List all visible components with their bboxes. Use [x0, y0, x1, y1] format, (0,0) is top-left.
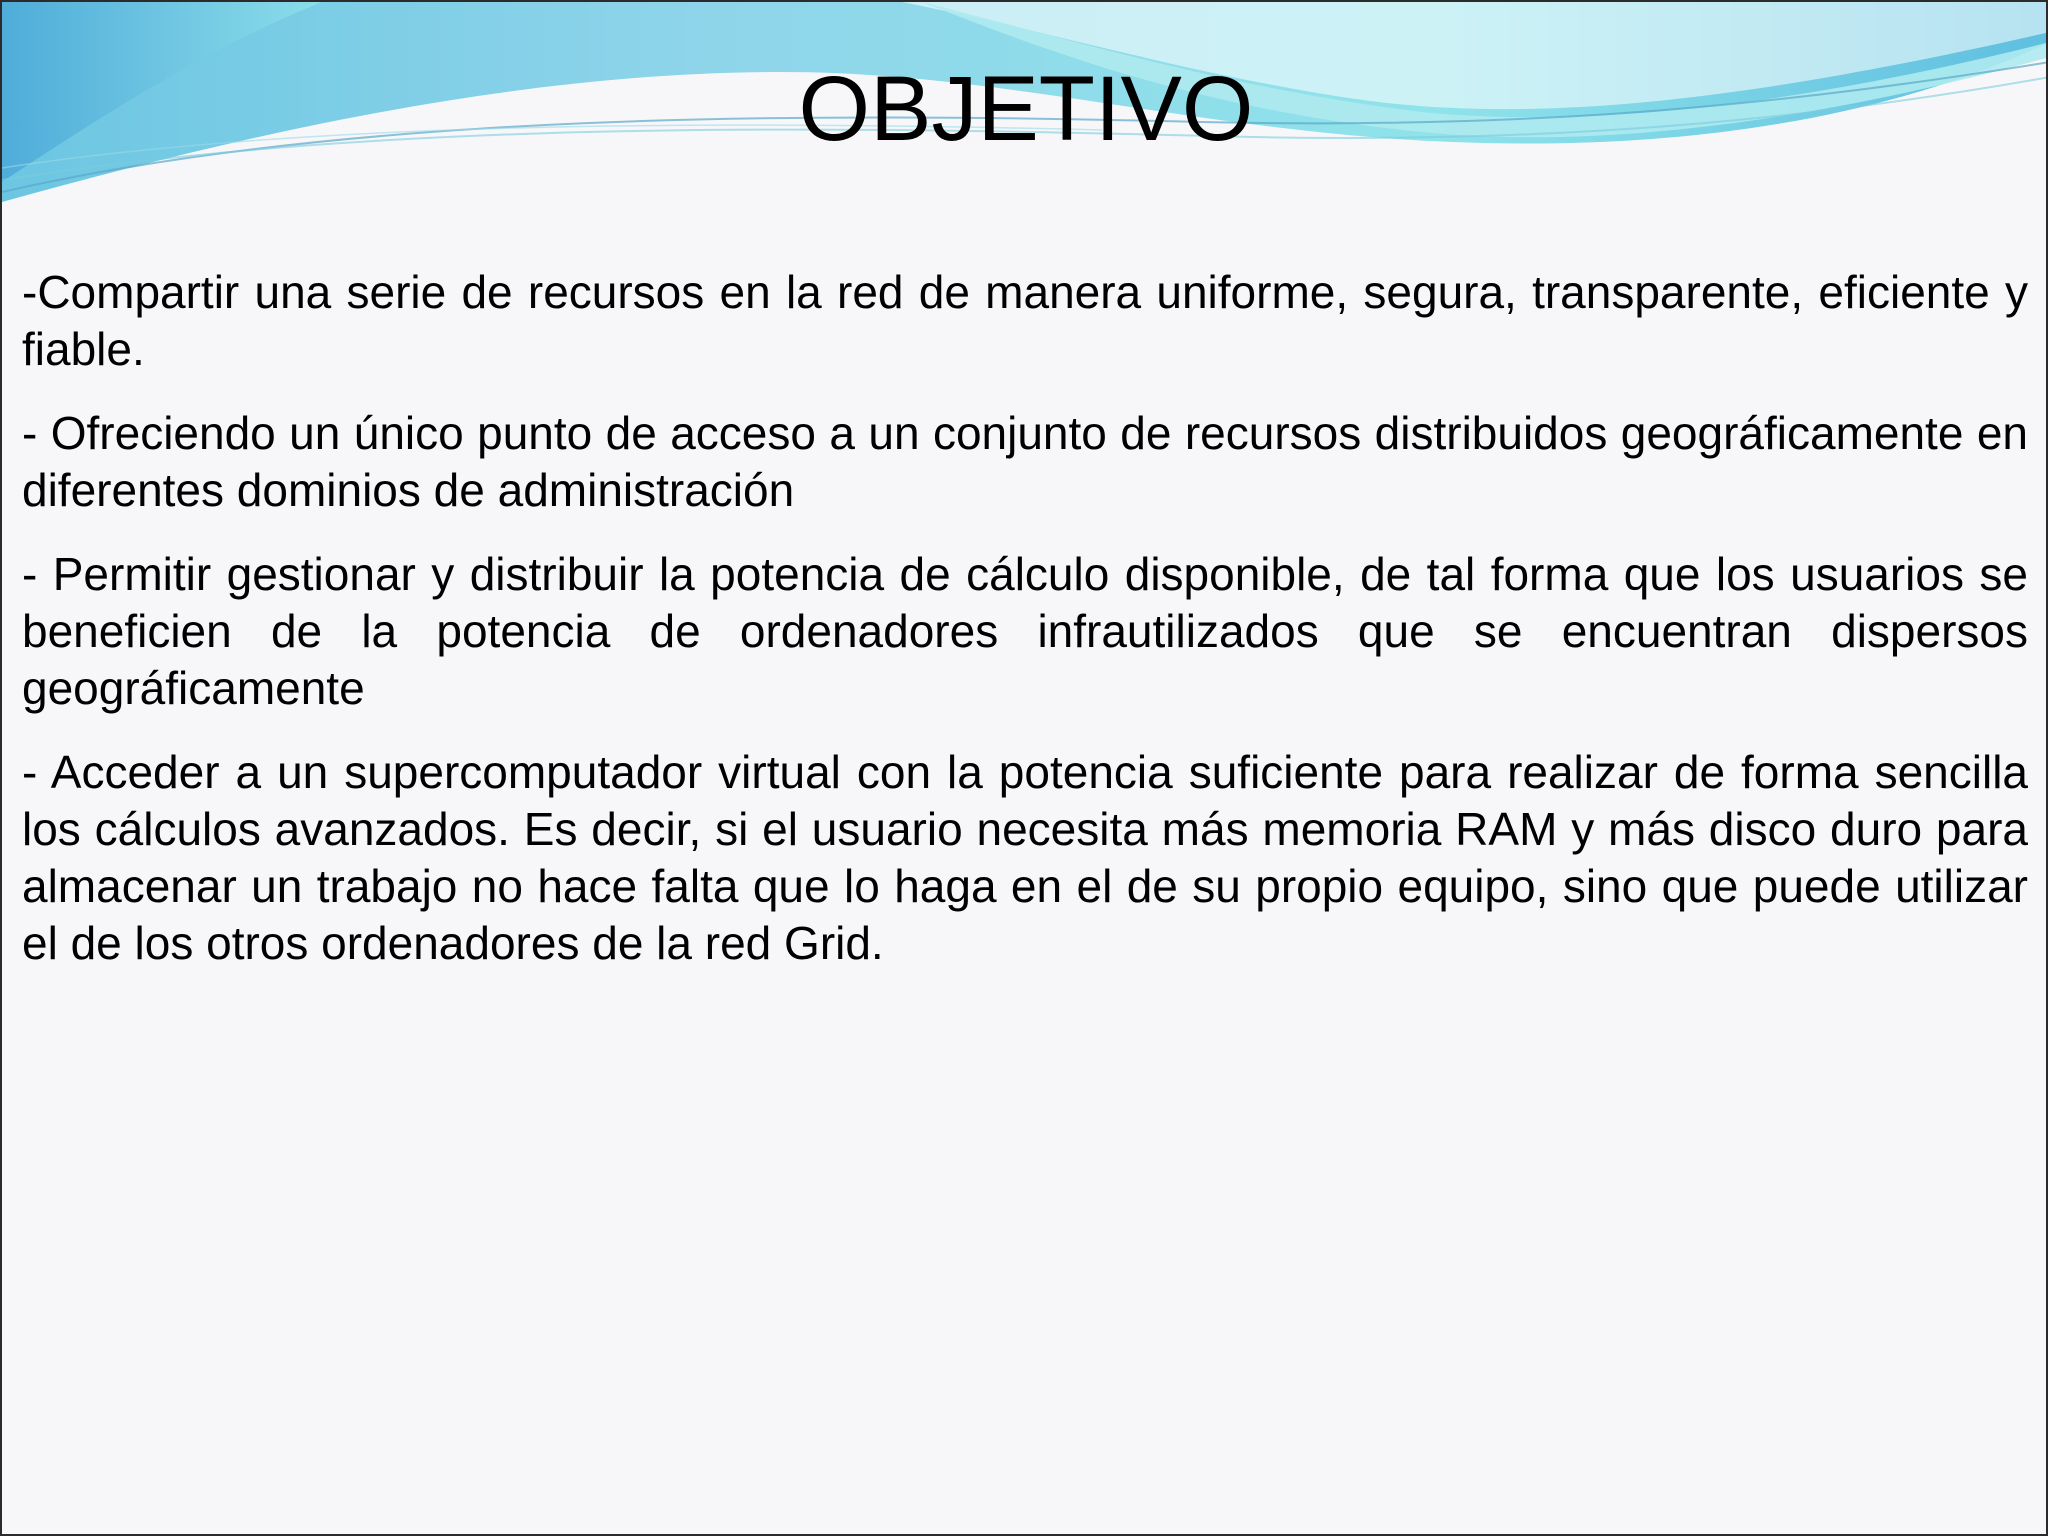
bullet-paragraph: - Ofreciendo un único punto de acceso a un conjunto de recursos distribuidos geográficamente en diferentes dominios de administración	[22, 407, 2028, 516]
bullet-paragraph: - Acceder a un supercomputador virtual con la potencia suficiente para realizar de forma sencilla los cálculos avanzados. Es decir, si el usuario necesita más memoria RAM y más disco duro para almacenar un trabajo no hace falta que lo haga en el de su propio equipo, sino que puede utilizar el de los otros ordenadores de la red Grid.	[22, 746, 2028, 969]
bullet-paragraph: -Compartir una serie de recursos en la red de manera uniforme, segura, transparente, eficiente y fiable.	[22, 266, 2028, 375]
slide-body	[22, 264, 2028, 999]
bullet-paragraph: - Permitir gestionar y distribuir la potencia de cálculo disponible, de tal forma que los usuarios se beneficien de la potencia de ordenadores infrautilizados que se encuentran dispersos geográficamente	[22, 548, 2028, 714]
slide-title: OBJETIVO	[798, 58, 1254, 160]
